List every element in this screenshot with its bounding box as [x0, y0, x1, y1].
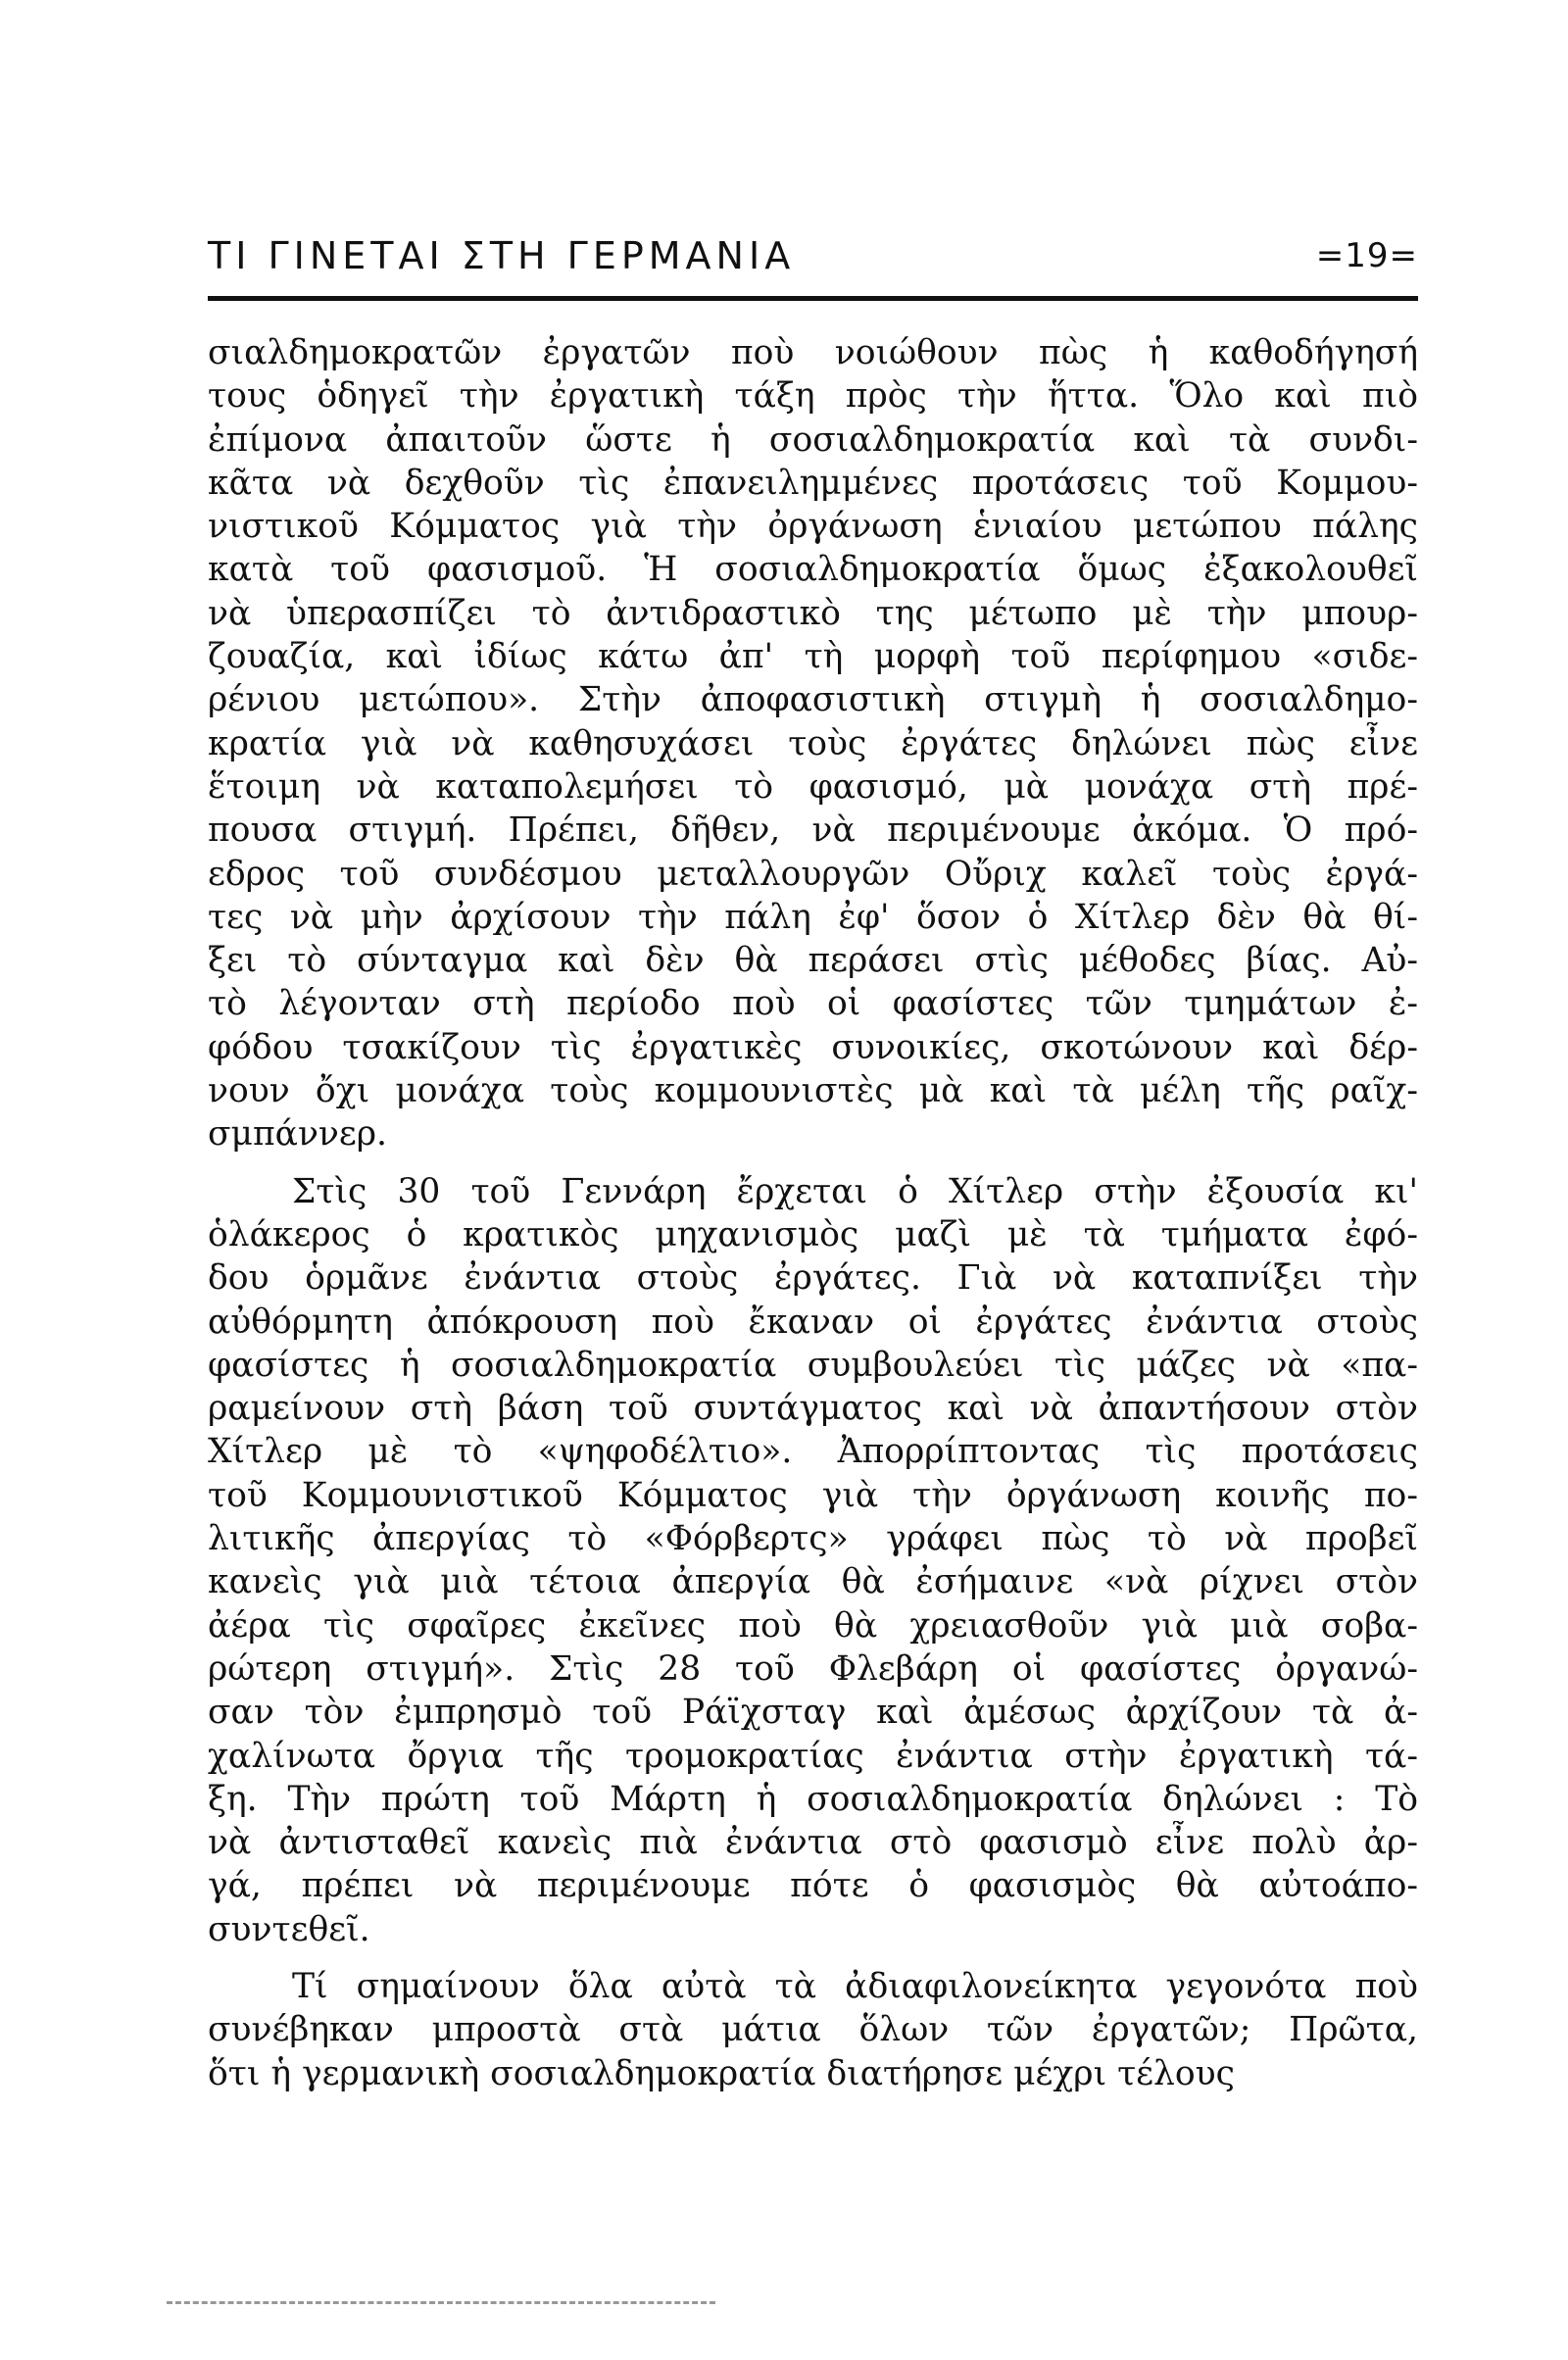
header-rule — [208, 296, 1418, 301]
text-line: συνέβηκαν μπροστὰ στὰ μάτια ὅλων τῶν ἐργατῶν; Πρῶτα, — [208, 2010, 1418, 2050]
text-line: χαλίνωτα ὄργια τῆς τρομοκρατίας ἐνάντια στὴν ἐργατικὴ τά- — [208, 1736, 1418, 1776]
text-line: ἕτοιμη νὰ καταπολεμήσει τὸ φασισμό, μὰ μονάχα στὴ πρέ- — [208, 766, 1418, 807]
text-line: συντεθεῖ. — [208, 1909, 370, 1949]
text-line: σμπάννερ. — [208, 1114, 388, 1155]
text-line: φόδου τσακίζουν τὶς ἐργατικὲς συνοικίες, σκοτώνουν καὶ δέρ- — [208, 1027, 1418, 1067]
text-line: σαν τὸν ἐμπρησμὸ τοῦ Ράϊχσταγ καὶ ἀμέσως ἀρχίζουν τὰ ἀ- — [208, 1693, 1418, 1733]
text-line: αὐθόρμητη ἀπόκρουση ποὺ ἔκαναν οἱ ἐργάτες ἐνάντια στοὺς — [208, 1302, 1418, 1342]
text-line: ζουαζία, καὶ ἰδίως κάτω ἀπ' τὴ μορφὴ τοῦ περίφημου «σιδε- — [208, 637, 1418, 677]
text-line: ἐπίμονα ἀπαιτοῦν ὥστε ἡ σοσιαλδημοκρατία καὶ τὰ συνδι- — [208, 419, 1418, 460]
text-line: νιστικοῦ Κόμματος γιὰ τὴν ὀργάνωση ἑνιαίου μετώπου πάλης — [208, 507, 1418, 547]
text-line: κατὰ τοῦ φασισμοῦ. Ἡ σοσιαλδημοκρατία ὅμως ἐξακολουθεῖ — [208, 550, 1418, 590]
text-line: τοῦ Κομμουνιστικοῦ Κόμματος γιὰ τὴν ὀργάνωση κοινῆς πο- — [208, 1475, 1418, 1515]
text-line: Χίτλερ μὲ τὸ «ψηφοδέλτιο». Ἀπορρίπτοντας τὶς προτάσεις — [208, 1432, 1418, 1472]
text-line: Τί σημαίνουν ὅλα αὐτὰ τὰ ἀδιαφιλονείκητα γεγονότα ποὺ — [292, 1966, 1418, 2006]
text-line: ὅτι ἡ γερμανικὴ σοσιαλδημοκρατία διατήρησε μέχρι τέλους — [208, 2053, 1235, 2093]
text-line: Στὶς 30 τοῦ Γεννάρη ἔρχεται ὁ Χίτλερ στὴν ἐξουσία κι' — [292, 1171, 1418, 1211]
text-line: φασίστες ἡ σοσιαλδημοκρατία συμβουλεύει τὶς μάζες νὰ «πα- — [208, 1345, 1418, 1385]
text-line: ραμείνουν στὴ βάση τοῦ συντάγματος καὶ νὰ ἀπαντήσουν στὸν — [208, 1389, 1418, 1429]
text-line: λιτικῆς ἀπεργίας τὸ «Φόρβερτς» γράφει πὼς τὸ νὰ προβεῖ — [208, 1519, 1418, 1559]
print-smudge — [167, 2301, 715, 2308]
text-line: τὸ λέγονταν στὴ περίοδο ποὺ οἱ φασίστες τῶν τμημάτων ἐ- — [208, 984, 1418, 1024]
text-line: ὁλάκερος ὁ κρατικὸς μηχανισμὸς μαζὶ μὲ τὰ τμήματα ἐφό- — [208, 1214, 1418, 1254]
text-line: κρατία γιὰ νὰ καθησυχάσει τοὺς ἐργάτες δηλώνει πὼς εἶνε — [208, 723, 1418, 763]
page-header — [208, 231, 1418, 290]
text-line: κανεὶς γιὰ μιὰ τέτοια ἀπεργία θὰ ἐσήμαινε «νὰ ρίχνει στὸν — [208, 1562, 1418, 1602]
running-title: ΤΙ ΓΙΝΕΤΑΙ ΣΤΗ ΓΕΡΜΑΝΙΑ — [208, 234, 796, 277]
text-line: γά, πρέπει νὰ περιμένουμε πότε ὁ φασισμὸς θὰ αὐτοάπο- — [208, 1866, 1418, 1906]
text-line: τους ὁδηγεῖ τὴν ἐργατικὴ τάξη πρὸς τὴν ἥττα. Ὅλο καὶ πιὸ — [208, 376, 1418, 417]
text-line: νουν ὄχι μονάχα τοὺς κομμουνιστὲς μὰ καὶ τὰ μέλη τῆς ραῖχ- — [208, 1071, 1418, 1111]
text-line: δου ὁρμᾶνε ἐνάντια στοὺς ἐργάτες. Γιὰ νὰ καταπνίξει τὴν — [208, 1258, 1418, 1299]
text-line: ρένιου μετώπου». Στὴν ἀποφασιστικὴ στιγμὴ ἡ σοσιαλδημο- — [208, 680, 1418, 720]
body-text — [208, 331, 1418, 2095]
text-line: εδρος τοῦ συνδέσμου μεταλλουργῶν Οὔριχ καλεῖ τοὺς ἐργά- — [208, 854, 1418, 894]
page-number: =19= — [1315, 236, 1418, 275]
text-line: ρώτερη στιγμή». Στὶς 28 τοῦ Φλεβάρη οἱ φασίστες ὀργανώ- — [208, 1648, 1418, 1689]
text-line: ἀέρα τὶς σφαῖρες ἐκεῖνες ποὺ θὰ χρειασθοῦν γιὰ μιὰ σοβα- — [208, 1605, 1418, 1646]
text-line: ξη. Τὴν πρώτη τοῦ Μάρτη ἡ σοσιαλδημοκρατία δηλώνει : Τὸ — [208, 1779, 1418, 1819]
text-line: νὰ ὑπερασπίζει τὸ ἀντιδραστικὸ της μέτωπο μὲ τὴν μπουρ- — [208, 593, 1418, 633]
text-line: πουσα στιγμή. Πρέπει, δῆθεν, νὰ περιμένουμε ἀκόμα. Ὁ πρό- — [208, 811, 1418, 851]
text-line: σιαλδημοκρατῶν ἐργατῶν ποὺ νοιώθουν πὼς ἡ καθοδήγησή — [208, 333, 1418, 372]
text-line: τες νὰ μὴν ἀρχίσουν τὴν πάλη ἐφ' ὅσον ὁ Χίτλερ δὲν θὰ θί- — [208, 897, 1418, 937]
text-line: ξει τὸ σύνταγμα καὶ δὲν θὰ περάσει στὶς μέθοδες βίας. Αὐ- — [208, 941, 1418, 981]
text-line: κᾶτα νὰ δεχθοῦν τὶς ἐπανειλημμένες προτάσεις τοῦ Κομμου- — [208, 463, 1418, 503]
text-line: νὰ ἀντισταθεῖ κανεὶς πιὰ ἐνάντια στὸ φασισμὸ εἶνε πολὺ ἀρ- — [208, 1823, 1418, 1863]
